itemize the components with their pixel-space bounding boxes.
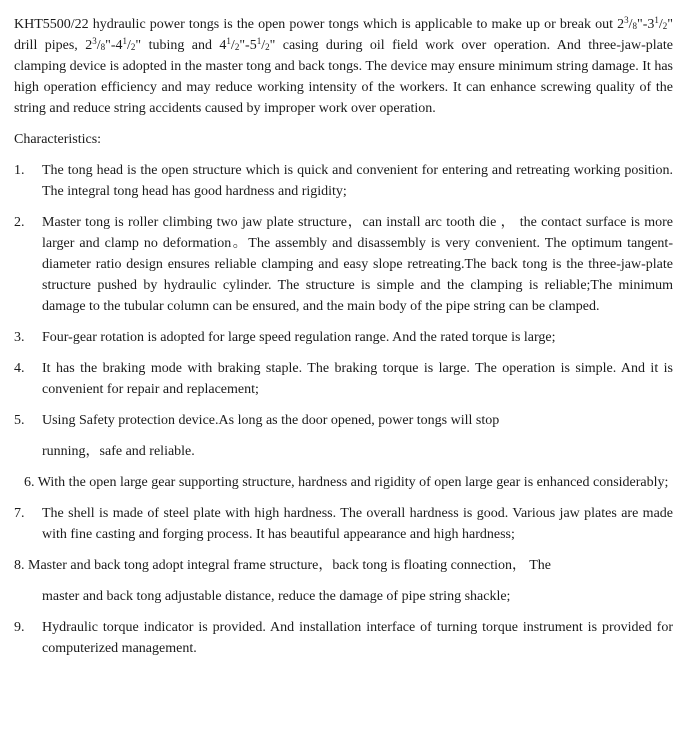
list-item-continuation: running，safe and reliable. [42, 444, 195, 459]
fraction-denominator: 2 [130, 42, 136, 52]
list-item-text: Hydraulic torque indicator is provided. And installation interface of turning torque instrument is provided for computerized management. [42, 620, 673, 656]
list-item-number: 9. [14, 620, 25, 635]
list-item-text: Four-gear rotation is adopted for large speed regulation range. And the rated torque is large; [42, 330, 556, 345]
list-item-number: 7. [14, 506, 25, 521]
fraction-numerator: 1 [256, 36, 262, 46]
intro-text: "-5 [239, 38, 257, 53]
list-item-continuation: master and back tong adjustable distance, reduce the damage of pipe string shackle; [42, 589, 511, 604]
fraction-numerator: 1 [226, 36, 231, 46]
intro-text: "-3 [637, 17, 655, 32]
list-item [14, 327, 673, 348]
fraction-numerator: 1 [654, 15, 659, 25]
fraction-denominator: 2 [265, 42, 270, 52]
list-item-number: 1. [14, 163, 25, 178]
fraction-numerator: 3 [624, 15, 629, 25]
list-item [14, 358, 673, 400]
intro-text: " casing during oil field work over operation. And three-jaw-plate clamping device is adopted in the master tong and back tongs. The device may ensure minimum string damage. It has high operation efficiency and may reduce working intensity of the workers. It can enhance screwing quality of the string and reduce string accidents caused by improper work over operation. [14, 38, 673, 116]
list-item-number: 6. [24, 475, 35, 490]
list-item [14, 160, 673, 202]
section-heading: Characteristics: [14, 132, 102, 147]
list-item-text: With the open large gear supporting structure, hardness and rigidity of open large gear is enhanced considerably; [37, 475, 669, 490]
list-item-text: The shell is made of steel plate with high hardness. The overall hardness is good. Various jaw plates are made with fine casting and forging process. It has beautiful appearance and high hardness; [42, 506, 673, 542]
list-item [14, 503, 673, 545]
list-item-number: 4. [14, 361, 25, 376]
fraction-numerator: 1 [122, 36, 128, 46]
fraction-denominator: 2 [234, 42, 240, 52]
fraction-denominator: 8 [632, 21, 637, 31]
list-item-text: The tong head is the open structure which is quick and convenient for entering and retreating working position. The integral tong head has good hardness and rigidity; [42, 163, 673, 199]
list-item-text: It has the braking mode with braking staple. The braking torque is large. The operation is simple. And it is convenient for repair and replacement; [42, 361, 673, 397]
intro-paragraph: KHT5500/22 hydraulic power tongs is the open power tongs which is applicable to make up or break out $2^3/_8"-3^1/_2$" drill pipes, $2^3/_8"-4^1/_2$" tubing and $4^1/_2"-5^1/_2$" casing during oil field work over operation. And three-jaw-plate clamping device is adopted in the master tong and back tongs. The device may ensure minimum string damage. It has high operation efficiency and may reduce working intensity of the workers. It can enhance screwing quality of the string and reduce string accidents caused by improper work over operation. [14, 15, 673, 116]
fraction-denominator: 8 [100, 42, 106, 52]
list-item [14, 555, 673, 576]
fraction-denominator: 2 [662, 21, 668, 31]
intro-text: " drill pipes, 2 [14, 17, 673, 53]
intro-text: " tubing and 4 [135, 38, 227, 53]
list-item [14, 410, 673, 431]
fraction-numerator: 3 [92, 36, 97, 46]
intro-text: KHT5500/22 hydraulic power tongs is the open power tongs which is applicable to make up or break out 2 [14, 17, 625, 32]
list-item-number: 3. [14, 330, 25, 345]
list-item-text: Using Safety protection device.As long as the door opened, power tongs will stop [42, 413, 500, 428]
list-item-number: 5. [14, 413, 25, 428]
list-item-text: Master tong is roller climbing two jaw plate structure，can install arc tooth die ， the contact surface is more larger and clamp no deformation。The assembly and disassembly is very convenient. The optimum tangent-diameter ratio design ensures reliable clamping and easy slope retreating.The back tong is the three-jaw-plate structure pushed by hydraulic cylinder. The structure is simple and the clamping is reliable;The minimum damage to the tubular column can be ensured, and the main body of the pipe string can be clamped. [42, 215, 673, 314]
list-item [14, 212, 673, 317]
list-item-number: 2. [14, 215, 25, 230]
intro-text: "-4 [105, 38, 123, 53]
list-item-text: Master and back tong adopt integral frame structure，back tong is floating connection， The [28, 558, 552, 573]
list-item-number: 8. [14, 558, 25, 573]
list-item [14, 472, 673, 493]
list-item [14, 617, 673, 659]
